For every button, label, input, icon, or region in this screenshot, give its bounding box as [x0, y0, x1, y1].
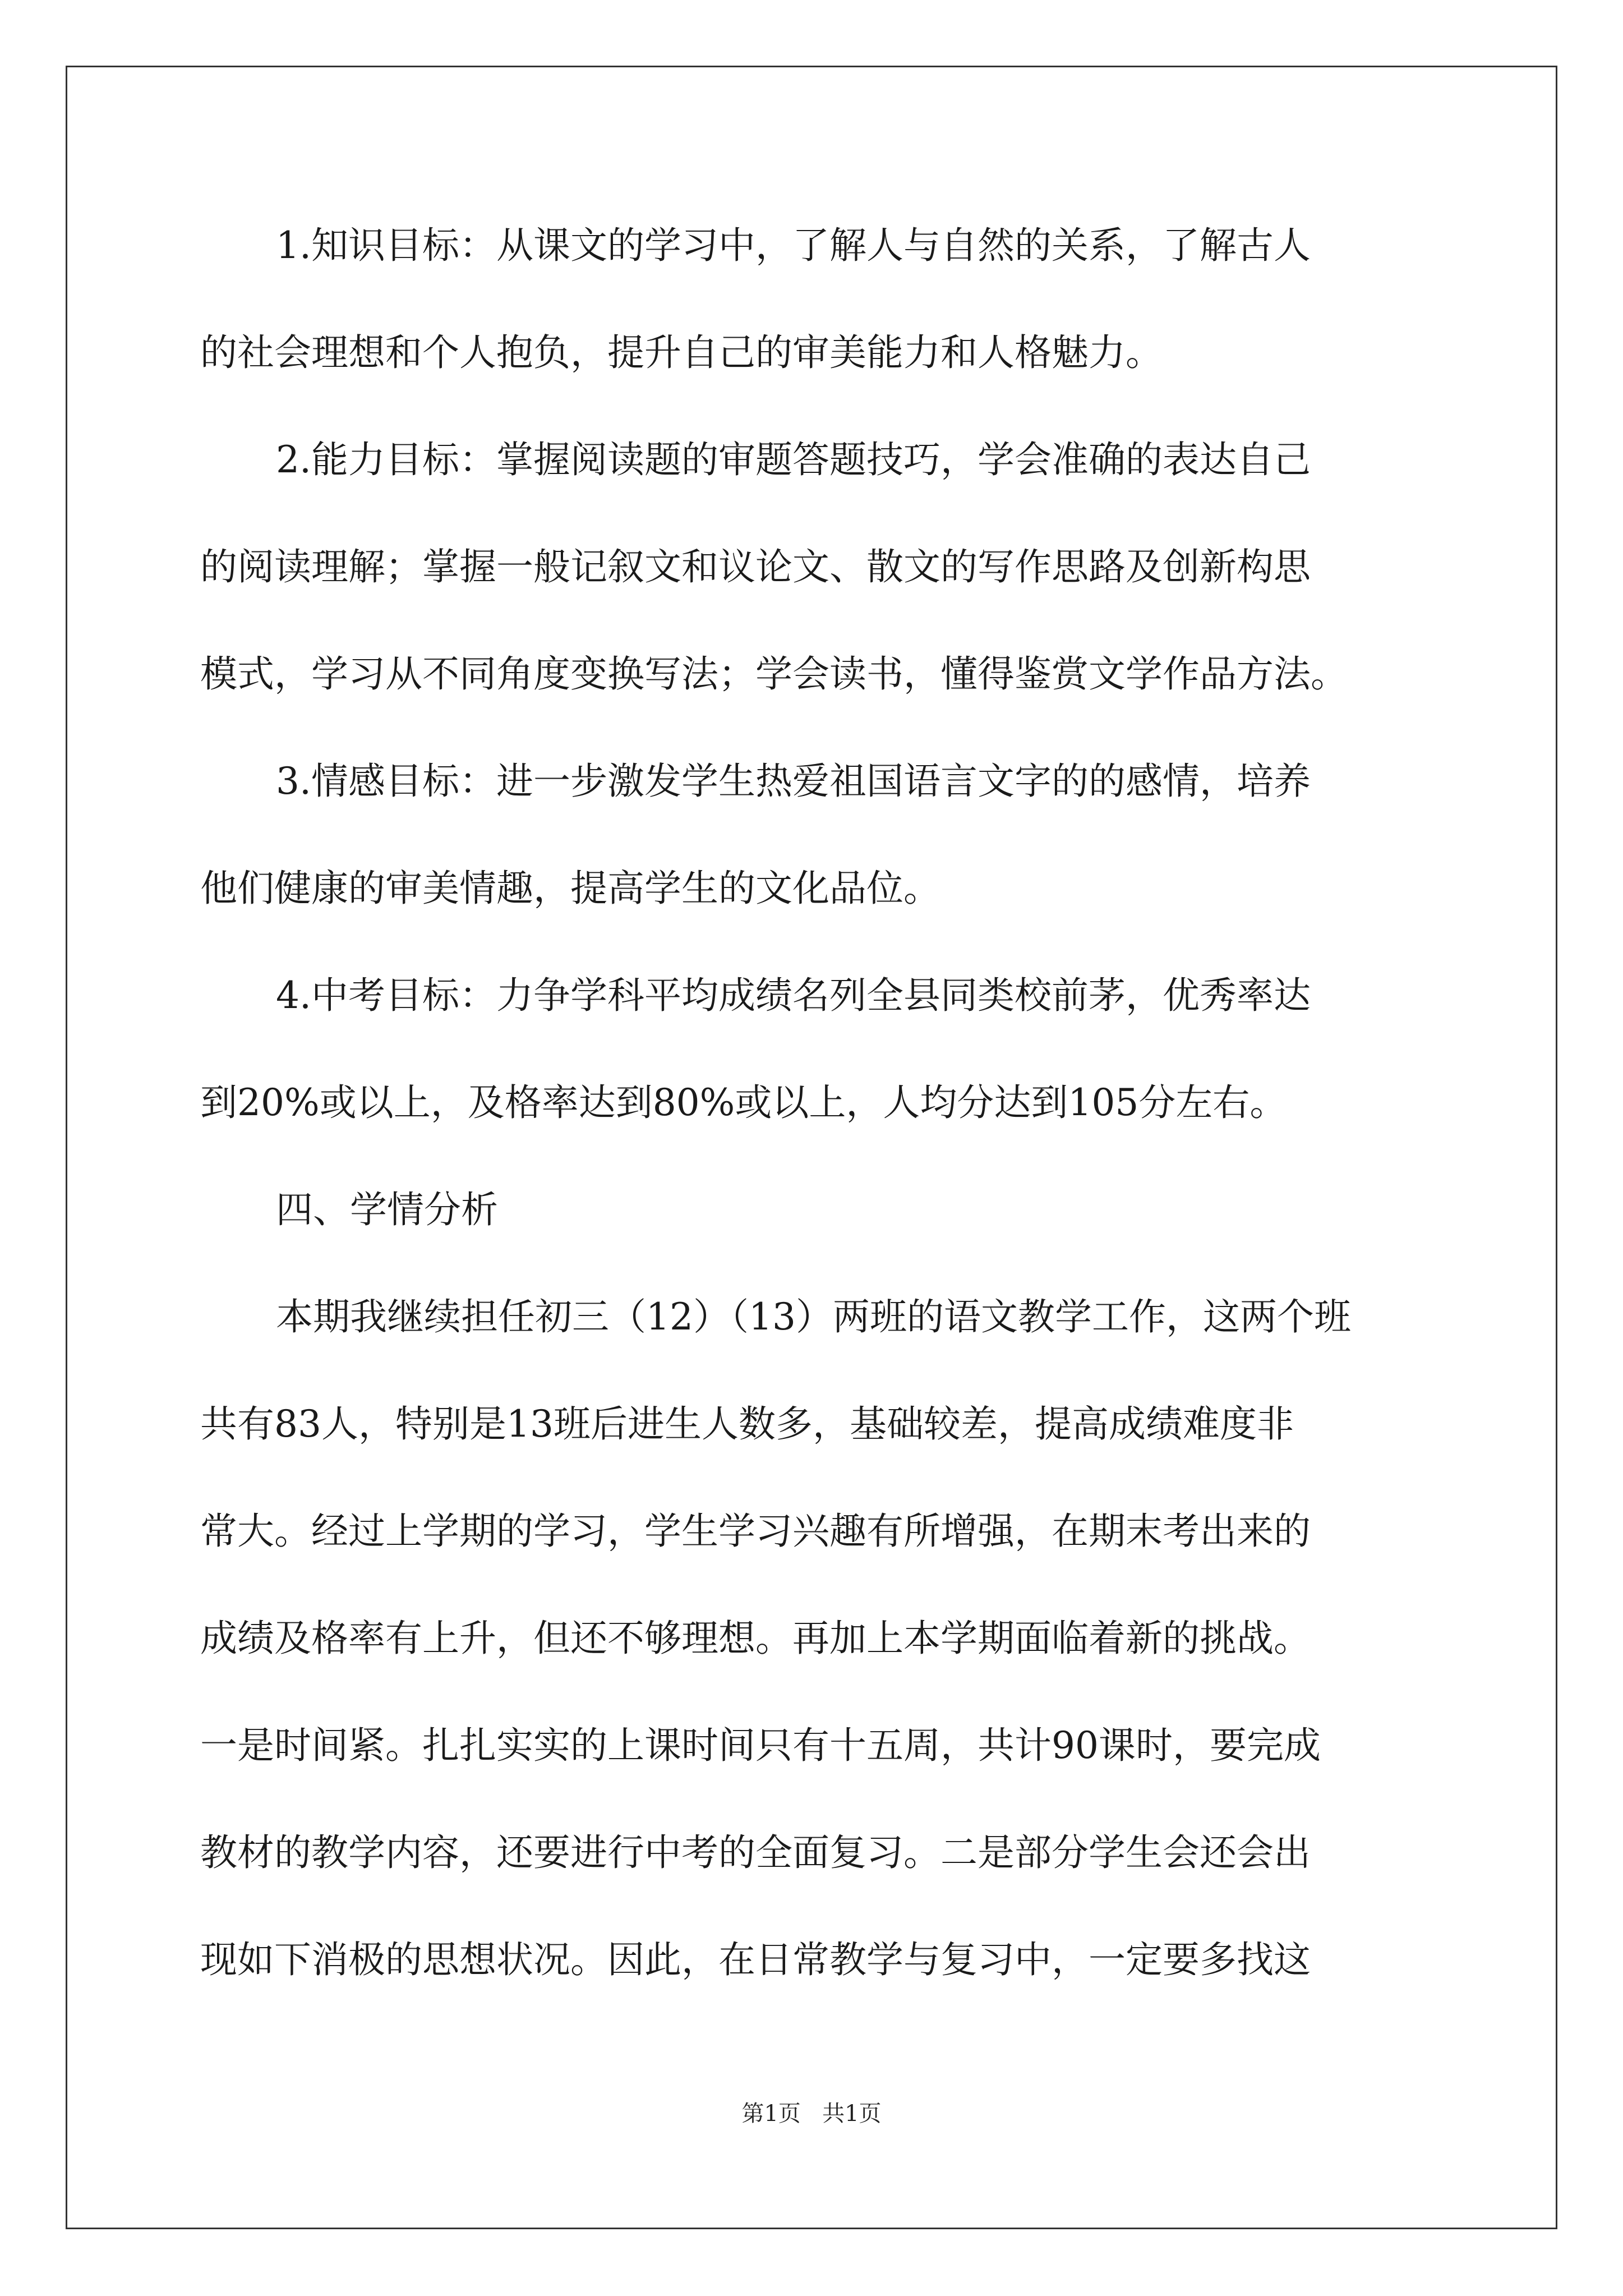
- text-line: 现如下消极的思想状况。因此，在日常教学与复习中，一定要多找这: [200, 1938, 1311, 1981]
- text-line: 共有83人，特别是13班后进生人数多，基础较差，提高成绩难度非: [200, 1402, 1294, 1446]
- text-line: 模式，学习从不同角度变换写法；学会读书，懂得鉴赏文学作品方法。: [200, 652, 1348, 696]
- text-line: 一是时间紧。扎扎实实的上课时间只有十五周，共计90课时，要完成: [200, 1724, 1321, 1767]
- text-line: 他们健康的审美情趣，提高学生的文化品位。: [200, 867, 940, 910]
- text-line: 到20%或以上，及格率达到80%或以上，人均分达到105分左右。: [200, 1081, 1287, 1124]
- text-line: 1.知识目标：从课文的学习中，了解人与自然的关系，了解古人: [276, 224, 1311, 267]
- text-line: 的社会理想和个人抱负，提升自己的审美能力和人格魅力。: [200, 331, 1163, 374]
- text-line: 常大。经过上学期的学习，学生学习兴趣有所增强，在期末考出来的: [200, 1510, 1311, 1553]
- document-body: [200, 219, 1434, 1987]
- page-footer: [0, 2098, 1623, 2129]
- text-line: 4.中考目标：力争学科平均成绩名列全县同类校前茅，优秀率达: [276, 974, 1311, 1017]
- page-number: 第1页: [741, 2101, 801, 2127]
- text-line: 教材的教学内容，还要进行中考的全面复习。二是部分学生会还会出: [200, 1831, 1311, 1874]
- text-line: 2.能力目标：掌握阅读题的审题答题技巧，学会准确的表达自己: [276, 438, 1311, 481]
- text-line: 本期我继续担任初三（12）（13）两班的语文教学工作，这两个班: [276, 1295, 1351, 1338]
- footer-gap: [801, 2101, 822, 2127]
- text-line: 成绩及格率有上升，但还不够理想。再加上本学期面临着新的挑战。: [200, 1617, 1311, 1660]
- text-line: 3.情感目标：进一步激发学生热爱祖国语言文字的的感情，培养: [276, 760, 1311, 803]
- text-line: 的阅读理解；掌握一般记叙文和议论文、散文的写作思路及创新构思: [200, 545, 1311, 588]
- section-heading: 四、学情分析: [276, 1188, 498, 1231]
- page-total: 共1页: [822, 2101, 882, 2127]
